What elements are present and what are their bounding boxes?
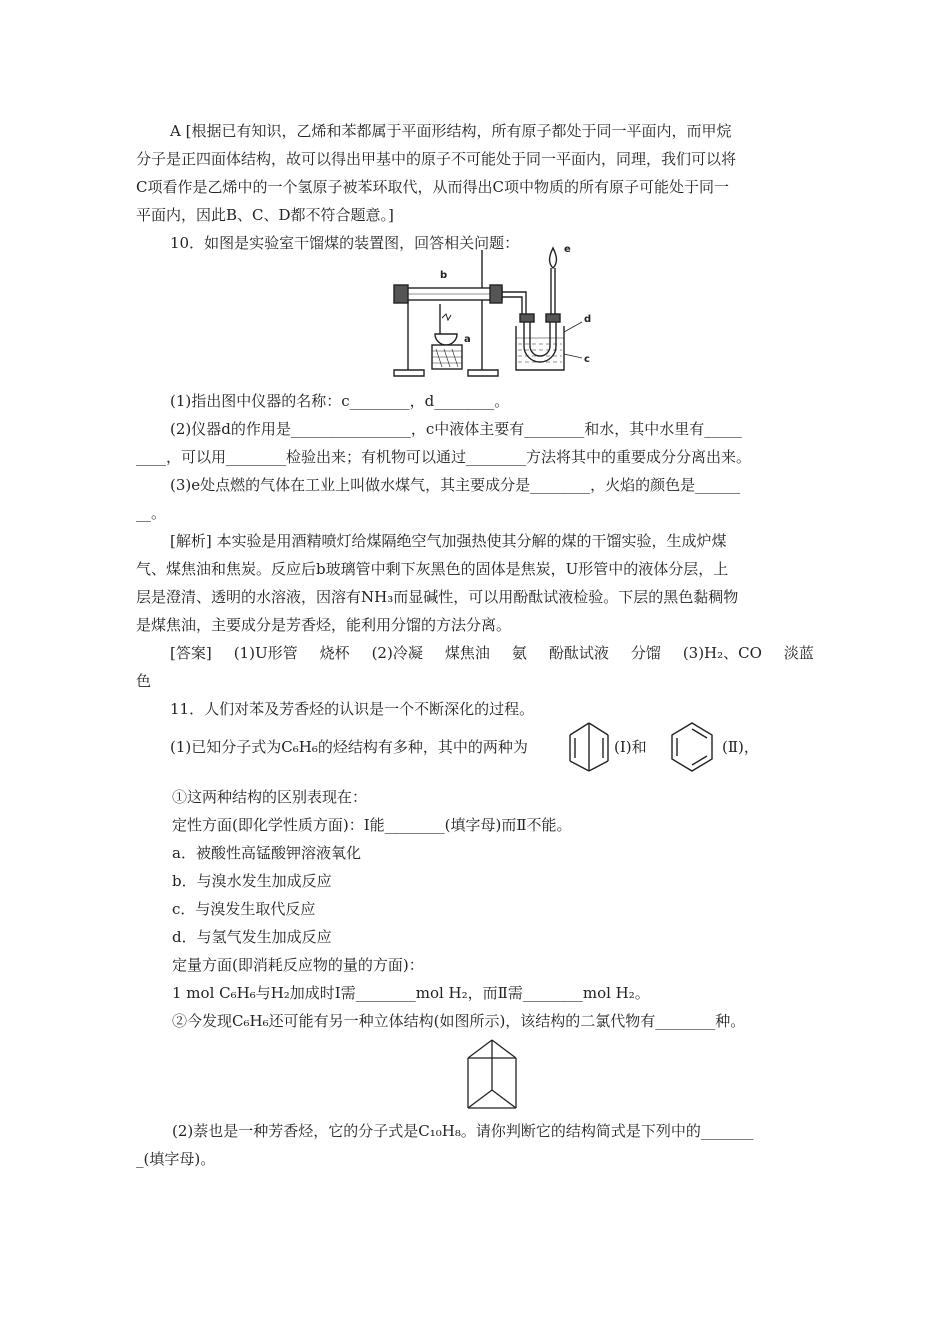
answer-part: 氨 (511, 644, 527, 662)
q10-analysis-line-1: [解析] 本实验是用酒精喷灯给煤隔绝空气加强热使其分解的煤的干馏实验，生成炉煤 (170, 532, 727, 550)
figure-label-b: b (440, 270, 448, 281)
answer-part: [答案] (170, 644, 212, 662)
q11-option-b: b．与溴水发生加成反应 (172, 872, 332, 890)
q10-analysis-line-2: 气、煤焦油和焦炭。反应后b玻璃管中剩下灰黑色的固体是焦炭，U形管中的液体分层，上 (136, 560, 729, 578)
q10-answer-line-1 (170, 643, 814, 663)
q10-analysis-line-3: 层是澄清、透明的水溶液，因溶有NH₃而显碱性，可以用酚酞试液检验。下层的黑色黏稠物 (136, 588, 739, 606)
coal-distillation-apparatus-figure (388, 238, 608, 384)
q11-sub2-line-2: _(填字母)。 (136, 1150, 216, 1168)
q10-sub3-line-1: (3)e处点燃的气体在工业上叫做水煤气，其主要成分是________，火焰的颜色是______ (170, 476, 741, 494)
answer-part: 烧杯 (319, 644, 350, 662)
q11-option-c: c．与溴发生取代反应 (172, 900, 316, 918)
figure-label-c: c (584, 354, 590, 365)
q10-analysis-line-4: 是煤焦油，主要成分是芳香烃，能利用分馏的方法分离。 (136, 616, 512, 634)
p9-answer-line-2: 分子是正四面体结构，故可以得出甲基中的原子不可能处于同一平面内，同理，我们可以将 (136, 150, 737, 168)
q11-quantitative: 定量方面(即消耗反应物的量的方面)： (172, 956, 424, 974)
q10-answer-line-2: 色 (136, 672, 152, 690)
q11-quantitative-detail: 1 mol C₆H₆与H₂加成时Ⅰ需________mol H₂，而Ⅱ需________mol H₂。 (172, 984, 650, 1002)
q11-label-II: (Ⅱ)， (722, 738, 759, 756)
figure-label-d: d (584, 314, 592, 325)
p9-answer-line-3: C项看作是乙烯中的一个氢原子被苯环取代，从而得出C项中物质的所有原子可能处于同一 (136, 178, 729, 196)
q10-sub2-line-2: ____，可以用________检验出来；有机物可以通过________方法将其中的重要成分分离出来。 (136, 448, 752, 466)
prismane-structure-figure (462, 1036, 522, 1112)
q11-sub1-text: (1)已知分子式为C₆H₆的烃结构有多种，其中的两种为 (170, 738, 528, 756)
q11-qualitative: 定性方面(即化学性质方面)：Ⅰ能________(填字母)而Ⅱ不能。 (172, 816, 572, 834)
answer-part: (1)U形管 (233, 644, 298, 662)
q10-sub2-line-1: (2)仪器d的作用是________________，c中液体主要有________和水，其中水里有_____ (170, 420, 742, 438)
answer-part: (2)冷凝 (371, 644, 423, 662)
q10-stem: 10．如图是实验室干馏煤的装置图，回答相关问题： (170, 234, 520, 252)
q11-option-d: d．与氢气发生加成反应 (172, 928, 332, 946)
q10-sub3-line-2: __。 (136, 504, 167, 522)
answer-part: 分馏 (630, 644, 661, 662)
answer-part: 淡蓝 (783, 644, 814, 662)
figure-label-a: a (464, 334, 471, 345)
q11-option-a: a．被酸性高锰酸钾溶液氧化 (172, 844, 361, 862)
figure-label-e: e (564, 244, 571, 255)
q11-stem: 11．人们对苯及芳香烃的认识是一个不断深化的过程。 (170, 700, 535, 718)
dewar-benzene-structure-I (566, 719, 612, 775)
benzene-structure-II (668, 719, 716, 775)
q11-point2: ②今发现C₆H₆还可能有另一种立体结构(如图所示)，该结构的二氯代物有________种。 (172, 1012, 746, 1030)
answer-part: (3)H₂、CO (682, 644, 762, 662)
answer-part: 酚酞试液 (548, 644, 609, 662)
p9-answer-line-1: A [根据已有知识，乙烯和苯都属于平面形结构，所有原子都处于同一平面内，而甲烷 (170, 122, 732, 140)
q11-sub2-line-1: (2)萘也是一种芳香烃，它的分子式是C₁₀H₈。请你判断它的结构简式是下列中的_______ (172, 1122, 754, 1140)
q10-sub1: (1)指出图中仪器的名称：c________，d________。 (170, 392, 510, 410)
answer-part: 煤焦油 (444, 644, 490, 662)
q11-label-I: (Ⅰ)和 (614, 738, 647, 756)
q11-point1: ①这两种结构的区别表现在： (172, 788, 368, 806)
p9-answer-line-4: 平面内，因此B、C、D都不符合题意。] (136, 206, 394, 224)
